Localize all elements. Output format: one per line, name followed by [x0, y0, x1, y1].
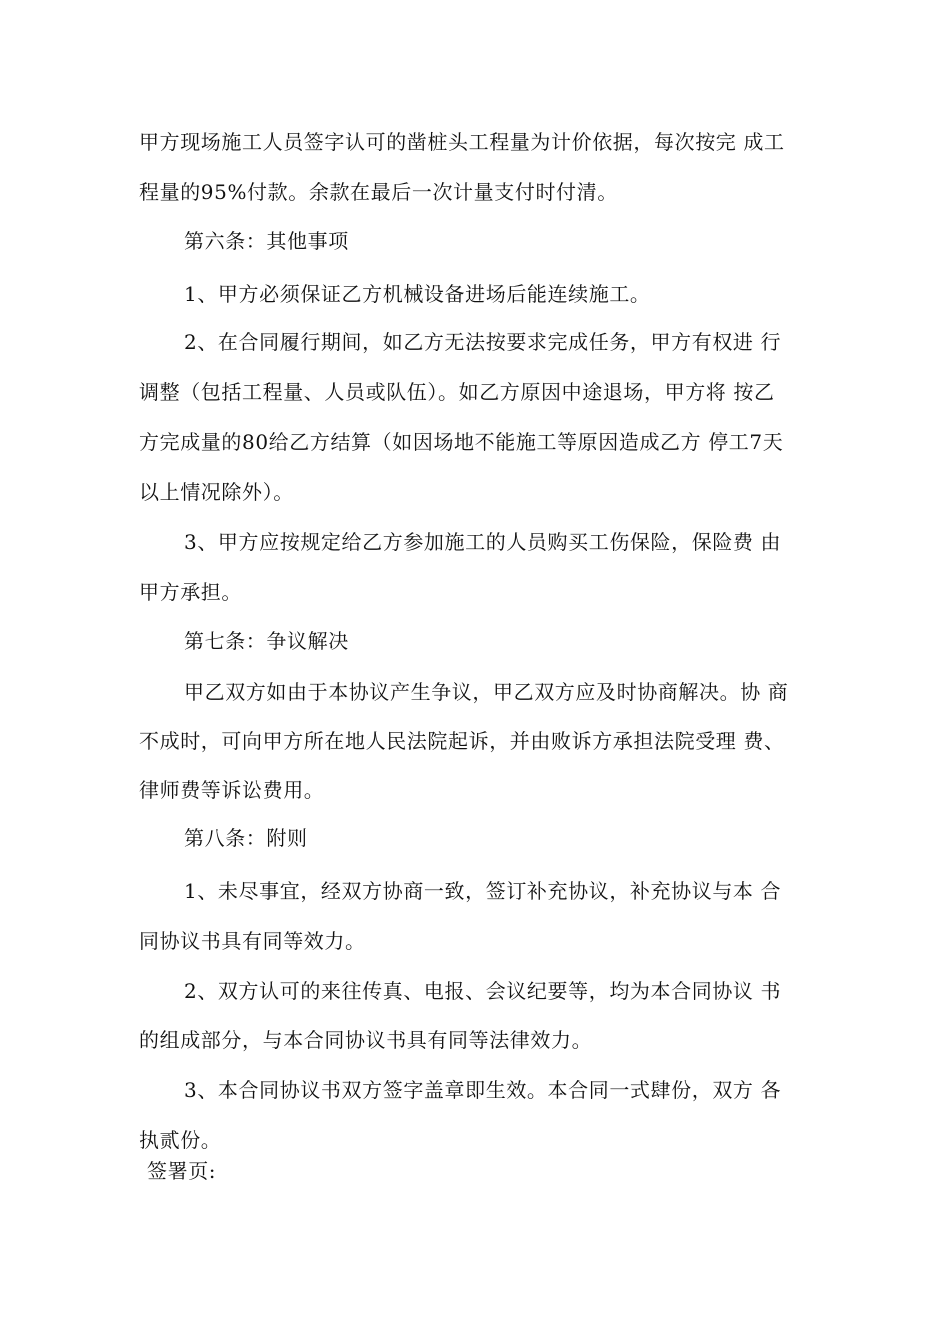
- contract-text-line: 同协议书具有同等效力。: [139, 929, 366, 953]
- section-heading-dispute-resolution: 第七条：争议解决: [184, 629, 349, 653]
- contract-clause-line: 2、在合同履行期间，如乙方无法按要求完成任务，甲方有权进 行: [184, 330, 782, 354]
- contract-text-line: 方完成量的80给乙方结算（如因场地不能施工等原因造成乙方 停工7天: [139, 430, 784, 454]
- contract-clause-line: 3、本合同协议书双方签字盖章即生效。本合同一式肆份，双方 各: [184, 1078, 782, 1102]
- signature-page-label: 签署页:: [147, 1159, 217, 1183]
- contract-text-line: 调整（包括工程量、人员或队伍）。如乙方原因中途退场，甲方将 按乙: [139, 380, 775, 404]
- contract-text-line: 程量的95%付款。余款在最后一次计量支付时付清。: [139, 180, 618, 204]
- contract-text-line: 不成时，可向甲方所在地人民法院起诉，并由败诉方承担法院受理 费、: [139, 729, 785, 753]
- contract-text-line: 甲方承担。: [139, 580, 242, 604]
- contract-text-line: 以上情况除外）。: [139, 480, 294, 504]
- contract-text-line: 律师费等诉讼费用。: [139, 778, 325, 802]
- contract-clause-line: 3、甲方应按规定给乙方参加施工的人员购买工伤保险，保险费 由: [184, 530, 782, 554]
- contract-clause-line: 甲乙双方如由于本协议产生争议，甲乙双方应及时协商解决。协 商: [184, 680, 789, 704]
- section-heading-supplementary-provisions: 第八条：附则: [184, 826, 308, 850]
- contract-text-line: 甲方现场施工人员签字认可的凿桩头工程量为计价依据，每次按完 成工: [139, 130, 785, 154]
- section-heading-other-matters: 第六条：其他事项: [184, 229, 349, 253]
- contract-clause-line: 1、未尽事宜，经双方协商一致，签订补充协议，补充协议与本 合: [184, 879, 782, 903]
- contract-text-line: 执贰份。: [139, 1128, 222, 1152]
- contract-clause-line: 1、甲方必须保证乙方机械设备进场后能连续施工。: [184, 282, 651, 306]
- contract-clause-line: 2、双方认可的来往传真、电报、会议纪要等，均为本合同协议 书: [184, 979, 782, 1003]
- contract-text-line: 的组成部分，与本合同协议书具有同等法律效力。: [139, 1028, 593, 1052]
